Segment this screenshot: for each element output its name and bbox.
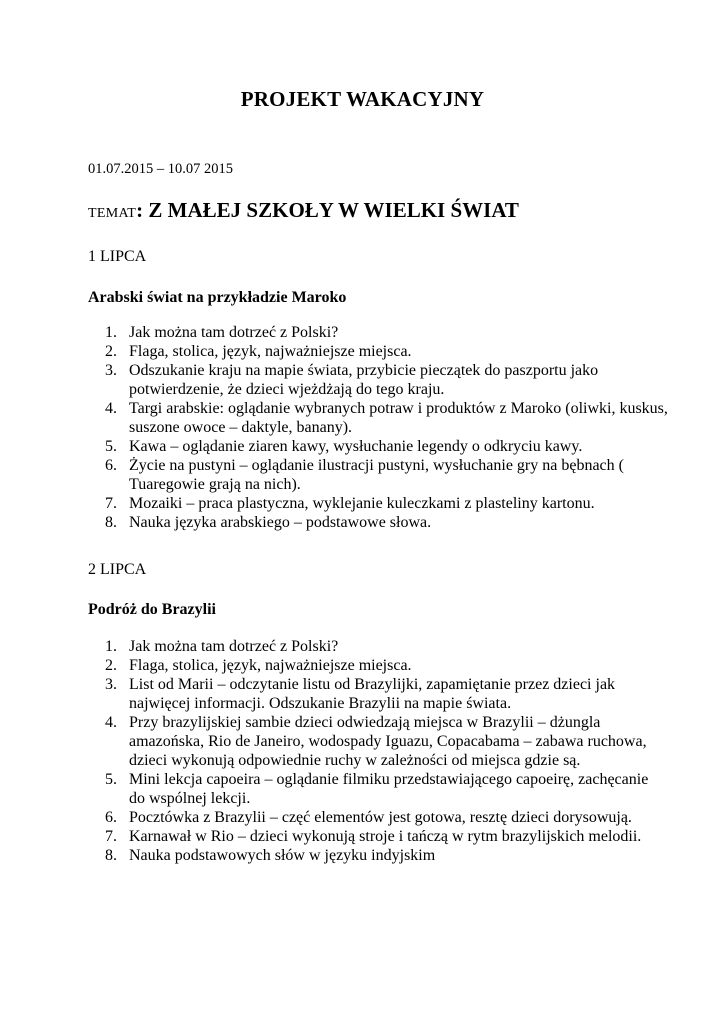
activity-list-2 — [88, 637, 668, 865]
item-number: 8. — [105, 847, 117, 864]
item-text: Mini lekcja capoeira – oglądanie filmiku przedstawiającego capoeirę, zachęcanie do wspólnej lekcji. — [129, 771, 649, 807]
item-number: 3. — [105, 676, 117, 693]
item-text: Życie na pustyni – oglądanie ilustracji pustyni, wysłuchanie gry na bębnach ( Tuaregowie grają na nich). — [129, 457, 624, 493]
section-title-1: Arabski świat na przykładzie Maroko — [88, 289, 347, 306]
item-text: Targi arabskie: oglądanie wybranych potraw i produktów z Maroko (oliwki, kuskus, suszone owoce – daktyle, banany). — [129, 400, 668, 436]
item-text: Karnawał w Rio – dzieci wykonują stroje i tańczą w rytm brazylijskich melodii. — [129, 828, 642, 845]
item-number: 1. — [105, 638, 117, 655]
list-item — [88, 846, 668, 865]
item-number: 6. — [105, 457, 117, 474]
list-item — [88, 494, 668, 513]
document-title: PROJEKT WAKACYJNY — [240, 87, 485, 111]
activity-list-1 — [88, 323, 668, 532]
item-number: 5. — [105, 771, 117, 788]
item-text: Nauka podstawowych słów w języku indyjskim — [129, 847, 436, 864]
list-item — [88, 399, 668, 437]
list-item — [88, 675, 668, 713]
list-item — [88, 637, 668, 656]
item-number: 4. — [105, 400, 117, 417]
item-number: 1. — [105, 324, 117, 341]
item-number: 4. — [105, 714, 117, 731]
item-number: 5. — [105, 438, 117, 455]
section-title-2: Podróż do Brazylii — [88, 601, 216, 618]
item-text: Nauka języka arabskiego – podstawowe słowa. — [129, 514, 432, 531]
item-number: 8. — [105, 514, 117, 531]
date-range: 01.07.2015 – 10.07 2015 — [88, 161, 233, 177]
topic-value: : Z MAŁEJ SZKOŁY W WIELKI ŚWIAT — [136, 198, 519, 222]
item-text: List od Marii – odczytanie listu od Brazylijki, zapamiętanie przez dzieci jak najwięcej informacji. Odszukanie Brazylii na mapie świata. — [129, 676, 616, 712]
list-item — [88, 342, 668, 361]
list-item — [88, 513, 668, 532]
item-number: 7. — [105, 828, 117, 845]
item-number: 3. — [105, 362, 117, 379]
item-text: Jak można tam dotrzeć z Polski? — [129, 638, 339, 655]
list-item — [88, 361, 668, 399]
item-text: Jak można tam dotrzeć z Polski? — [129, 324, 339, 341]
item-number: 6. — [105, 809, 117, 826]
list-item — [88, 808, 668, 827]
item-text: Mozaiki – praca plastyczna, wyklejanie kuleczkami z plasteliny kartonu. — [129, 495, 595, 512]
list-item — [88, 437, 668, 456]
item-text: Przy brazylijskiej sambie dzieci odwiedzają miejsca w Brazylii – dżungla amazońska, Rio de Janeiro, wodospady Iguazu, Copacabama – zabawa ruchowa, dzieci wykonują odpowiednie ruchy w zależności od miejsca gdzie są. — [129, 714, 647, 769]
item-text: Kawa – oglądanie ziaren kawy, wysłuchanie legendy o odkryciu kawy. — [129, 438, 583, 455]
day-heading-1: 1 LIPCA — [88, 248, 147, 265]
item-number: 7. — [105, 495, 117, 512]
item-text: Flaga, stolica, język, najważniejsze miejsca. — [129, 343, 412, 360]
item-number: 2. — [105, 343, 117, 360]
item-text: Pocztówka z Brazylii – częć elementów jest gotowa, resztę dzieci dorysowują. — [129, 809, 632, 826]
topic-label: TEMAT — [88, 206, 137, 221]
list-item — [88, 656, 668, 675]
list-item — [88, 713, 668, 770]
item-text: Flaga, stolica, język, najważniejsze miejsca. — [129, 657, 412, 674]
list-item — [88, 456, 668, 494]
list-item — [88, 827, 668, 846]
topic-line — [88, 197, 519, 227]
item-text: Odszukanie kraju na mapie świata, przybicie pieczątek do paszportu jako potwierdzenie, że dzieci wjeżdżają do tego kraju. — [129, 362, 599, 398]
day-heading-2: 2 LIPCA — [88, 561, 147, 578]
list-item — [88, 323, 668, 342]
list-item — [88, 770, 668, 808]
item-number: 2. — [105, 657, 117, 674]
